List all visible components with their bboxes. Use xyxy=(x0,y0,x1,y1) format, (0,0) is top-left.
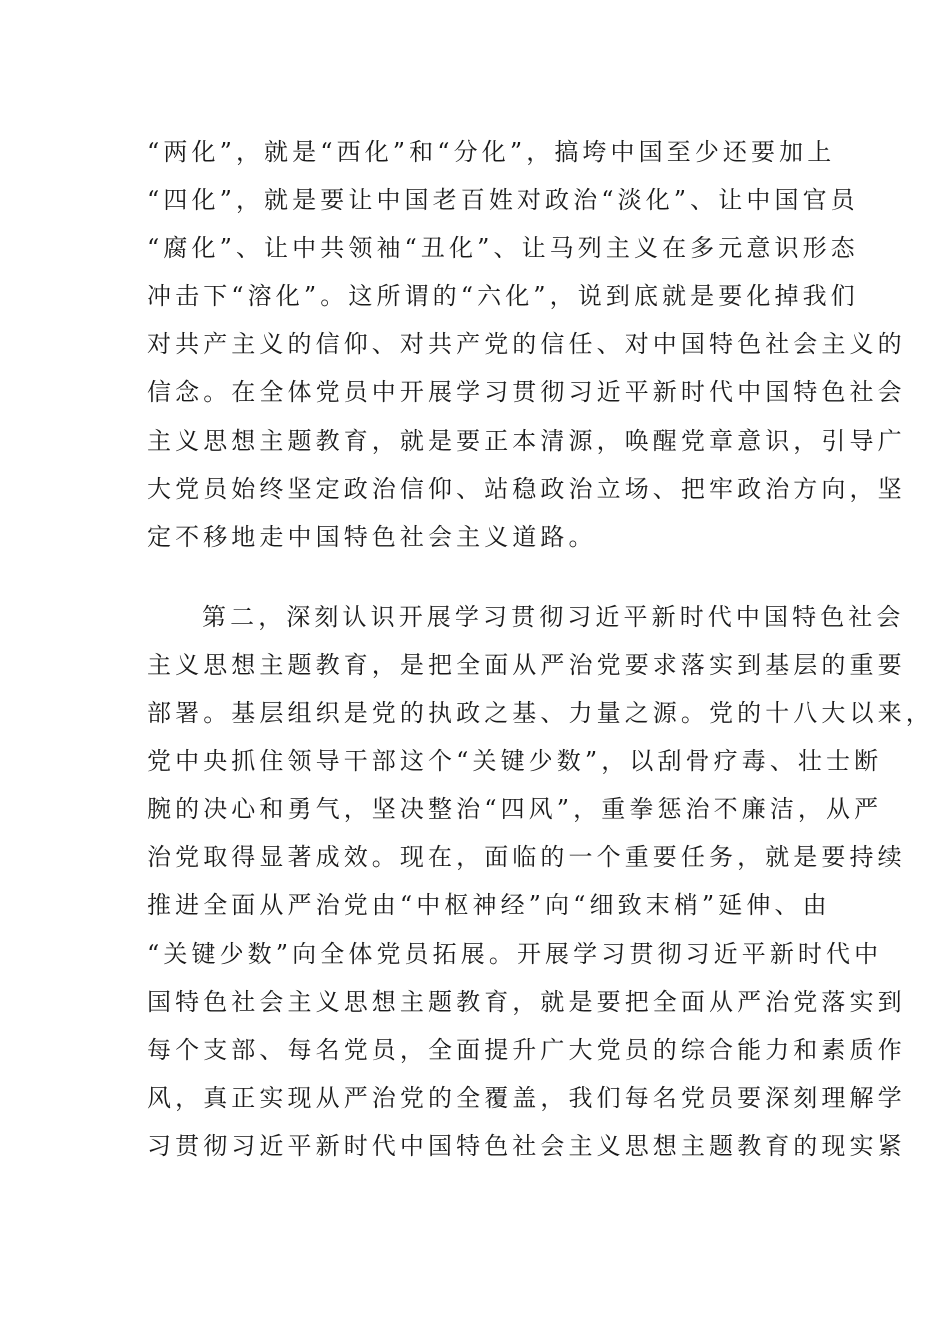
text-line: 冲击下“溶化”。这所谓的“六化”，说到底就是要化掉我们 xyxy=(147,282,859,311)
text-line: 信念。在全体党员中开展学习贯彻习近平新时代中国特色社会 xyxy=(147,378,906,407)
text-line: “四化”，就是要让中国老百姓对政治“淡化”、让中国官员 xyxy=(147,186,859,215)
text-line: 主义思想主题教育，是把全面从严治党要求落实到基层的重要 xyxy=(147,650,906,679)
document-body xyxy=(147,128,934,1170)
text-line: 治党取得显著成效。现在，面临的一个重要任务，就是要持续 xyxy=(147,843,906,872)
text-line: 党中央抓住领导干部这个“关键少数”，以刮骨疗毒、壮士断 xyxy=(147,747,883,776)
text-line: “腐化”、让中共领袖“丑化”、让马列主义在多元意识形态 xyxy=(147,234,859,263)
text-line: “两化”，就是“西化”和“分化”，搞垮中国至少还要加上 xyxy=(147,138,836,166)
text-line: 第二，深刻认识开展学习贯彻习近平新时代中国特色社会 xyxy=(202,602,905,631)
paragraph-2 xyxy=(147,593,934,1170)
text-line: 对共产主义的信仰、对共产党的信任、对中国特色社会主义的 xyxy=(147,330,906,359)
text-line: 习贯彻习近平新时代中国特色社会主义思想主题教育的现实紧 xyxy=(147,1131,906,1160)
text-line: 定不移地走中国特色社会主义道路。 xyxy=(147,522,597,551)
text-line: 国特色社会主义思想主题教育，就是要把全面从严治党落实到 xyxy=(147,987,906,1016)
text-line: “关键少数”向全体党员拓展。开展学习贯彻习近平新时代中 xyxy=(147,939,883,968)
text-line: 腕的决心和勇气，坚决整治“四风”，重拳惩治不廉洁，从严 xyxy=(147,795,883,824)
text-line: 部署。基层组织是党的执政之基、力量之源。党的十八大以来， xyxy=(147,699,934,728)
text-line: 主义思想主题教育，就是要正本清源，唤醒党章意识，引导广 xyxy=(147,426,906,455)
text-line: 推进全面从严治党由“中枢神经”向“细致末梢”延伸、由 xyxy=(147,891,831,920)
paragraph-1 xyxy=(147,128,906,561)
text-line: 大党员始终坚定政治信仰、站稳政治立场、把牢政治方向，坚 xyxy=(147,474,906,503)
paragraph-spacer xyxy=(147,561,807,593)
text-line: 每个支部、每名党员，全面提升广大党员的综合能力和素质作 xyxy=(147,1035,906,1064)
text-line: 风，真正实现从严治党的全覆盖，我们每名党员要深刻理解学 xyxy=(147,1083,906,1112)
